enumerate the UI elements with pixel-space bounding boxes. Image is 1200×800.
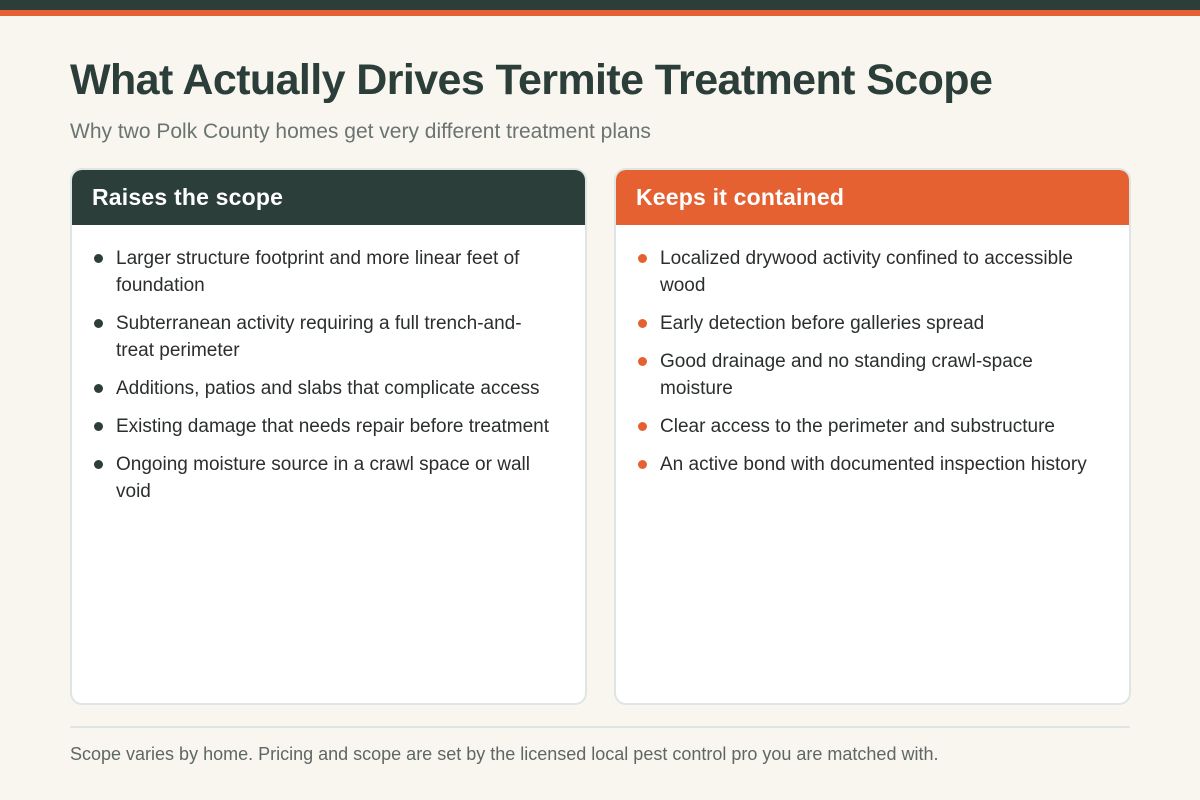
list-item	[92, 245, 555, 299]
list-item	[636, 348, 1099, 402]
list-item-text: Additions, patios and slabs that complicate access	[116, 378, 540, 399]
top-bar-accent	[0, 10, 1200, 16]
bullet-dot-icon	[638, 319, 647, 328]
bullet-dot-icon	[638, 357, 647, 366]
raises-scope-card	[70, 168, 587, 705]
bullet-dot-icon	[94, 460, 103, 469]
bullet-dot-icon	[94, 384, 103, 393]
list-item-text: Larger structure footprint and more linear feet of foundation	[116, 248, 520, 296]
list-item-text: Good drainage and no standing crawl-space moisture	[660, 351, 1033, 399]
bullet-dot-icon	[94, 422, 103, 431]
list-item	[636, 451, 1099, 478]
list-item-text: Early detection before galleries spread	[660, 313, 985, 334]
list-item	[92, 451, 555, 505]
bullet-dot-icon	[94, 319, 103, 328]
footer-divider	[70, 726, 1130, 728]
bullet-dot-icon	[638, 254, 647, 263]
list-item-text: An active bond with documented inspection history	[660, 454, 1087, 475]
list-item-text: Existing damage that needs repair before treatment	[116, 416, 550, 437]
bullet-dot-icon	[638, 422, 647, 431]
keeps-contained-heading: Keeps it contained	[616, 170, 1129, 225]
page-subtitle: Why two Polk County homes get very different treatment plans	[70, 120, 651, 143]
list-item-text: Clear access to the perimeter and substructure	[660, 416, 1055, 437]
page-title: What Actually Drives Termite Treatment Scope	[70, 56, 993, 104]
keeps-contained-card	[614, 168, 1131, 705]
list-item	[92, 375, 555, 402]
footer-note: Scope varies by home. Pricing and scope are set by the licensed local pest control pro you are matched with.	[70, 744, 939, 764]
list-item	[92, 413, 555, 440]
list-item-text: Localized drywood activity confined to accessible wood	[660, 248, 1073, 296]
list-item	[636, 310, 1099, 337]
keeps-contained-list	[616, 225, 1129, 478]
bullet-dot-icon	[94, 254, 103, 263]
top-bar-dark	[0, 0, 1200, 10]
list-item	[636, 413, 1099, 440]
list-item-text: Ongoing moisture source in a crawl space or wall void	[116, 454, 530, 502]
raises-scope-heading: Raises the scope	[72, 170, 585, 225]
bullet-dot-icon	[638, 460, 647, 469]
raises-scope-list	[72, 225, 585, 505]
list-item-text: Subterranean activity requiring a full trench-and-treat perimeter	[116, 313, 522, 361]
list-item	[636, 245, 1099, 299]
list-item	[92, 310, 555, 364]
